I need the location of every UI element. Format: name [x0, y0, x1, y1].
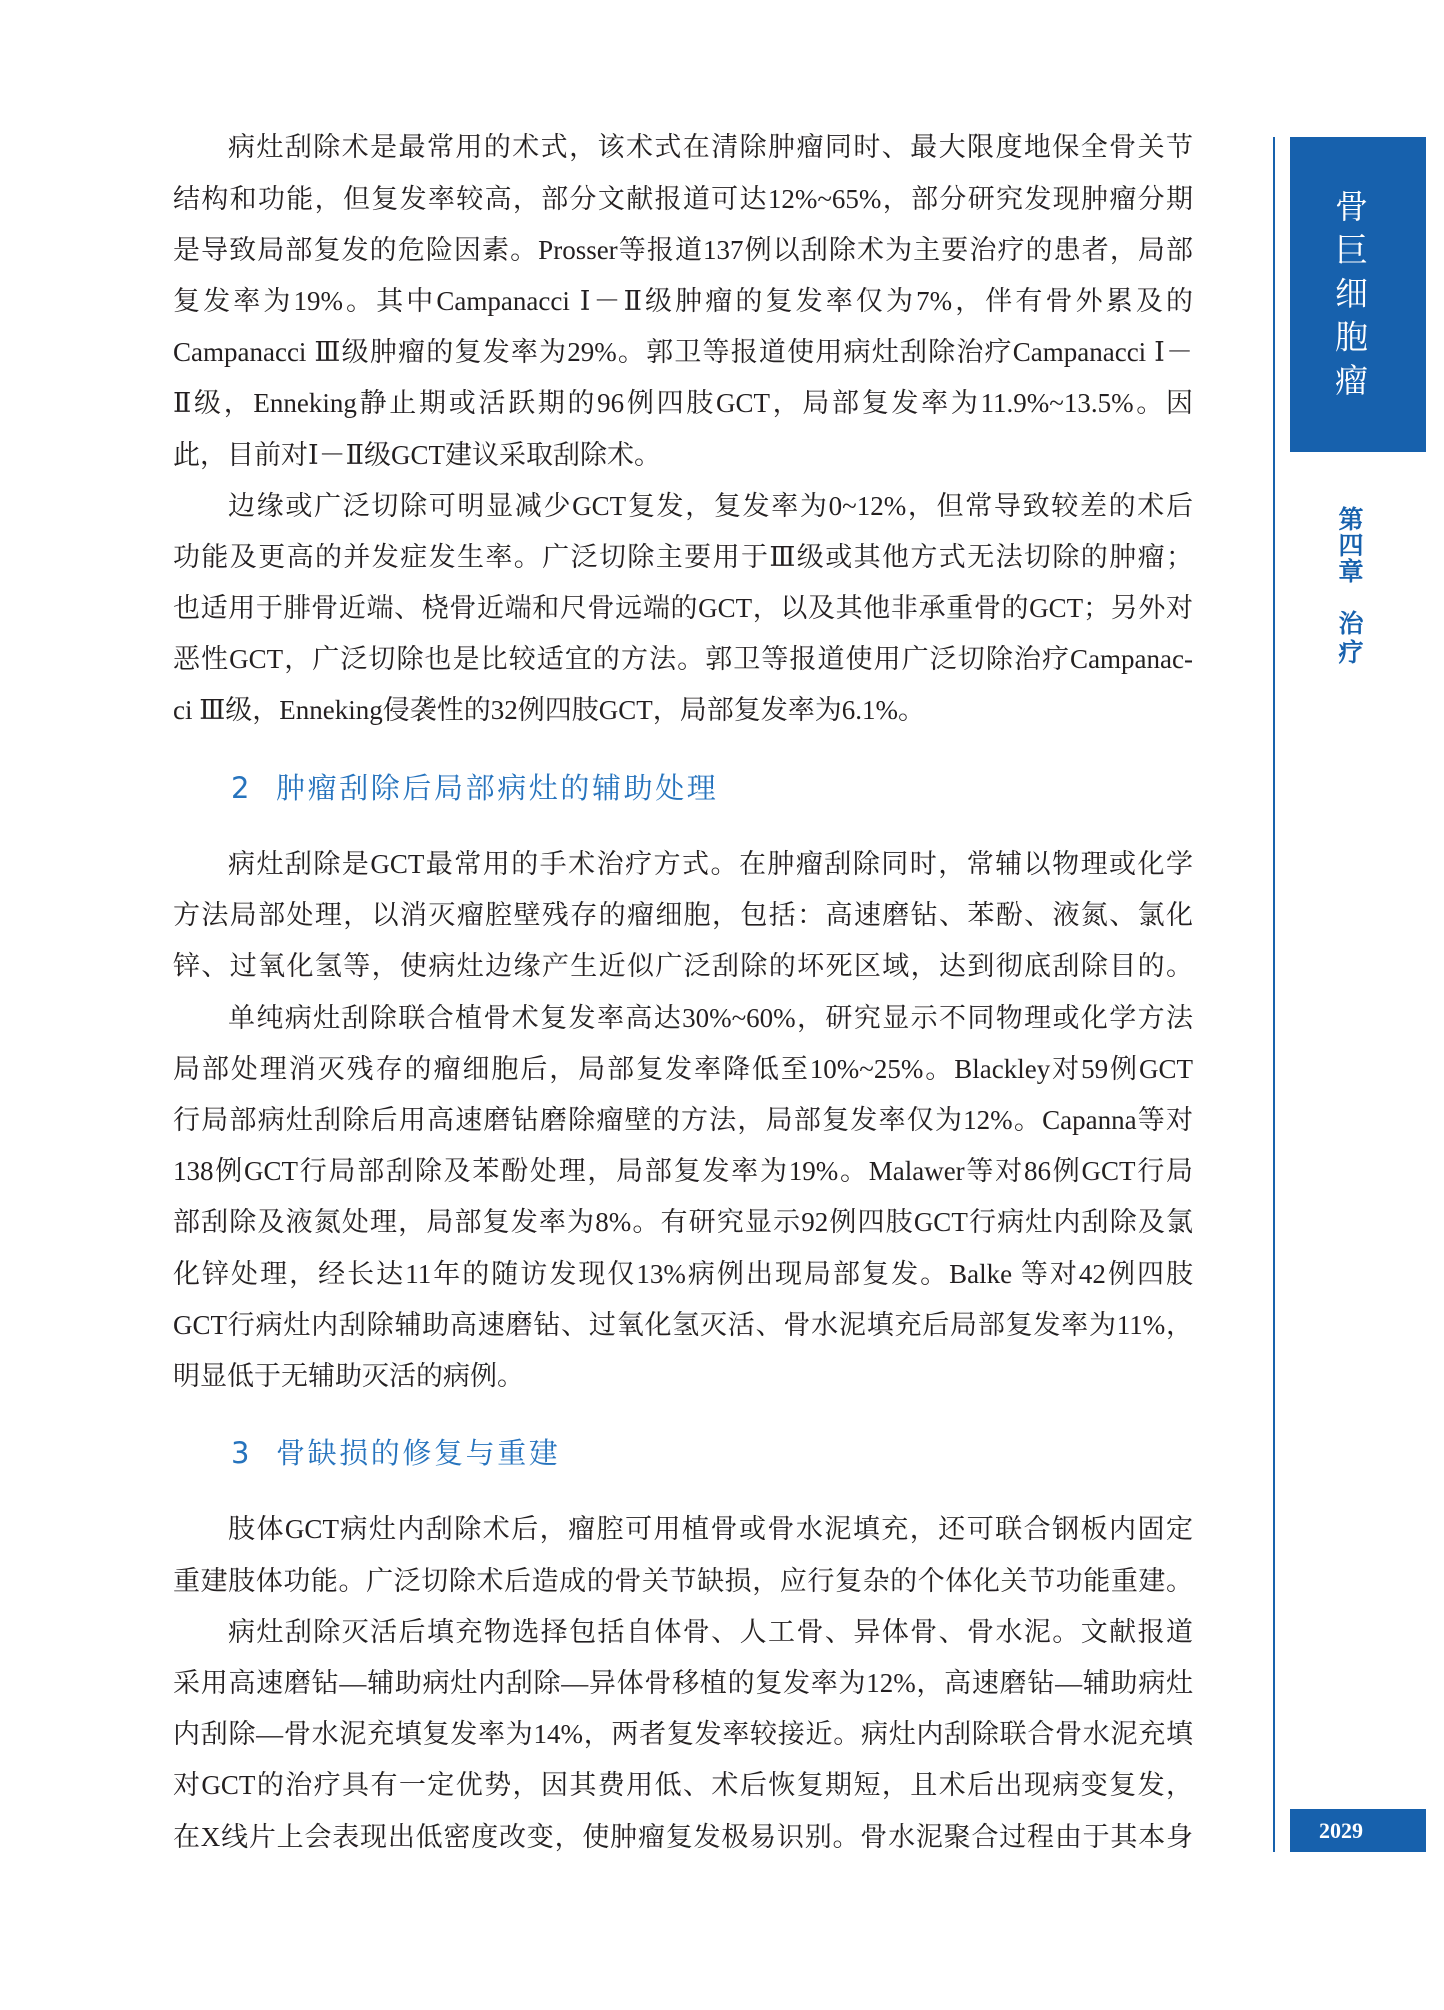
paragraph-line: 对GCT的治疗具有一定优势，因其费用低、术后恢复期短，且术后出现病变复发， [173, 1770, 1193, 1801]
paragraph-line: 边缘或广泛切除可明显减少GCT复发，复发率为0~12%，但常导致较差的术后 [228, 490, 1193, 521]
paragraph-line: 锌、过氧化氢等，使病灶边缘产生近似广泛刮除的坏死区域，达到彻底刮除目的。 [173, 951, 1193, 982]
paragraph-line: 局部处理消灭残存的瘤细胞后，局部复发率降低至10%~25%。Blackley对59例GCT [173, 1053, 1193, 1084]
paragraph-line: 采用高速磨钻—辅助病灶内刮除—异体骨移植的复发率为12%，高速磨钻—辅助病灶 [173, 1668, 1193, 1699]
paragraph-line: 化锌处理，经长达11年的随访发现仅13%病例出现局部复发。Balke 等对42例四肢 [173, 1258, 1193, 1289]
paragraph-line: ci Ⅲ级，Enneking侵袭性的32例四肢GCT，局部复发率为6.1%。 [173, 695, 925, 726]
body-text [173, 122, 1193, 1862]
paragraph-line: 138例GCT行局部刮除及苯酚处理，局部复发率为19%。Malawer等对86例GCT行局 [173, 1156, 1193, 1187]
paragraph-line: 结构和功能，但复发率较高，部分文献报道可达12%~65%，部分研究发现肿瘤分期 [173, 183, 1193, 214]
section-number: 2 [231, 770, 250, 805]
paragraph [173, 993, 1193, 1403]
section-heading [173, 1402, 1193, 1504]
paragraph-line: 明显低于无辅助灭活的病例。 [173, 1360, 524, 1391]
paragraph-line: 是导致局部复发的危险因素。Prosser等报道137例以刮除术为主要治疗的患者，局部 [173, 234, 1193, 265]
paragraph [173, 122, 1193, 480]
paragraph-line: 单纯病灶刮除联合植骨术复发率高达30%~60%，研究显示不同物理或化学方法 [228, 1002, 1193, 1033]
paragraph-line: Campanacci Ⅲ级肿瘤的复发率为29%。郭卫等报道使用病灶刮除治疗Campanacci Ⅰ－ [173, 337, 1193, 368]
paragraph-line: 复发率为19%。其中Campanacci Ⅰ－Ⅱ级肿瘤的复发率仅为7%，伴有骨外累及的 [173, 285, 1193, 316]
paragraph [173, 839, 1193, 993]
paragraph-line: 病灶刮除灭活后填充物选择包括自体骨、人工骨、异体骨、骨水泥。文献报道 [228, 1616, 1193, 1647]
paragraph-line: 恶性GCT，广泛切除也是比较适宜的方法。郭卫等报道使用广泛切除治疗Campanac- [173, 644, 1193, 675]
section-title: 骨缺损的修复与重建 [276, 1436, 561, 1471]
paragraph-line: 在X线片上会表现出低密度改变，使肿瘤复发极易识别。骨水泥聚合过程由于其本身 [173, 1821, 1193, 1852]
section-number: 3 [231, 1436, 250, 1471]
paragraph-line: 病灶刮除术是最常用的术式，该术式在清除肿瘤同时、最大限度地保全骨关节 [228, 132, 1193, 163]
margin-rule [1273, 137, 1275, 1852]
paragraph-line: 此，目前对Ⅰ－Ⅱ级GCT建议采取刮除术。 [173, 439, 662, 470]
section-heading [173, 737, 1193, 839]
paragraph-line: 行局部病灶刮除后用高速磨钻磨除瘤壁的方法，局部复发率仅为12%。Capanna等对 [173, 1104, 1193, 1135]
paragraph [173, 481, 1193, 737]
paragraph-line: 功能及更高的并发症发生率。广泛切除主要用于Ⅲ级或其他方式无法切除的肿瘤； [173, 541, 1193, 572]
paragraph-line: 也适用于腓骨近端、桡骨近端和尺骨远端的GCT，以及其他非承重骨的GCT；另外对 [173, 593, 1193, 624]
paragraph [173, 1607, 1193, 1863]
paragraph-line: 内刮除—骨水泥充填复发率为14%，两者复发率较接近。病灶内刮除联合骨水泥充填 [173, 1719, 1193, 1750]
chapter-title: 治疗 [1335, 610, 1364, 668]
paragraph-line: Ⅱ级，Enneking静止期或活跃期的96例四肢GCT，局部复发率为11.9%~13.5%。因 [173, 388, 1193, 419]
paragraph-line: 方法局部处理，以消灭瘤腔壁残存的瘤细胞，包括：高速磨钻、苯酚、液氮、氯化 [173, 900, 1193, 931]
paragraph-line: 肢体GCT病灶内刮除术后，瘤腔可用植骨或骨水泥填充，还可联合钢板内固定 [228, 1514, 1193, 1545]
chapter-label: 第四章 [1335, 506, 1364, 584]
paragraph [173, 1504, 1193, 1606]
paragraph-line: 病灶刮除是GCT最常用的手术治疗方式。在肿瘤刮除同时，常辅以物理或化学 [228, 849, 1193, 880]
section-title: 肿瘤刮除后局部病灶的辅助处理 [276, 770, 719, 805]
paragraph-line: GCT行病灶内刮除辅助高速磨钻、过氧化氢灭活、骨水泥填充后局部复发率为11%， [173, 1309, 1193, 1340]
page-number: 2029 [1319, 1818, 1363, 1843]
paragraph-line: 部刮除及液氮处理，局部复发率为8%。有研究显示92例四肢GCT行病灶内刮除及氯 [173, 1207, 1193, 1238]
book-title: 骨巨细胞瘤 [1330, 189, 1369, 407]
paragraph-line: 重建肢体功能。广泛切除术后造成的骨关节缺损，应行复杂的个体化关节功能重建。 [173, 1565, 1193, 1596]
